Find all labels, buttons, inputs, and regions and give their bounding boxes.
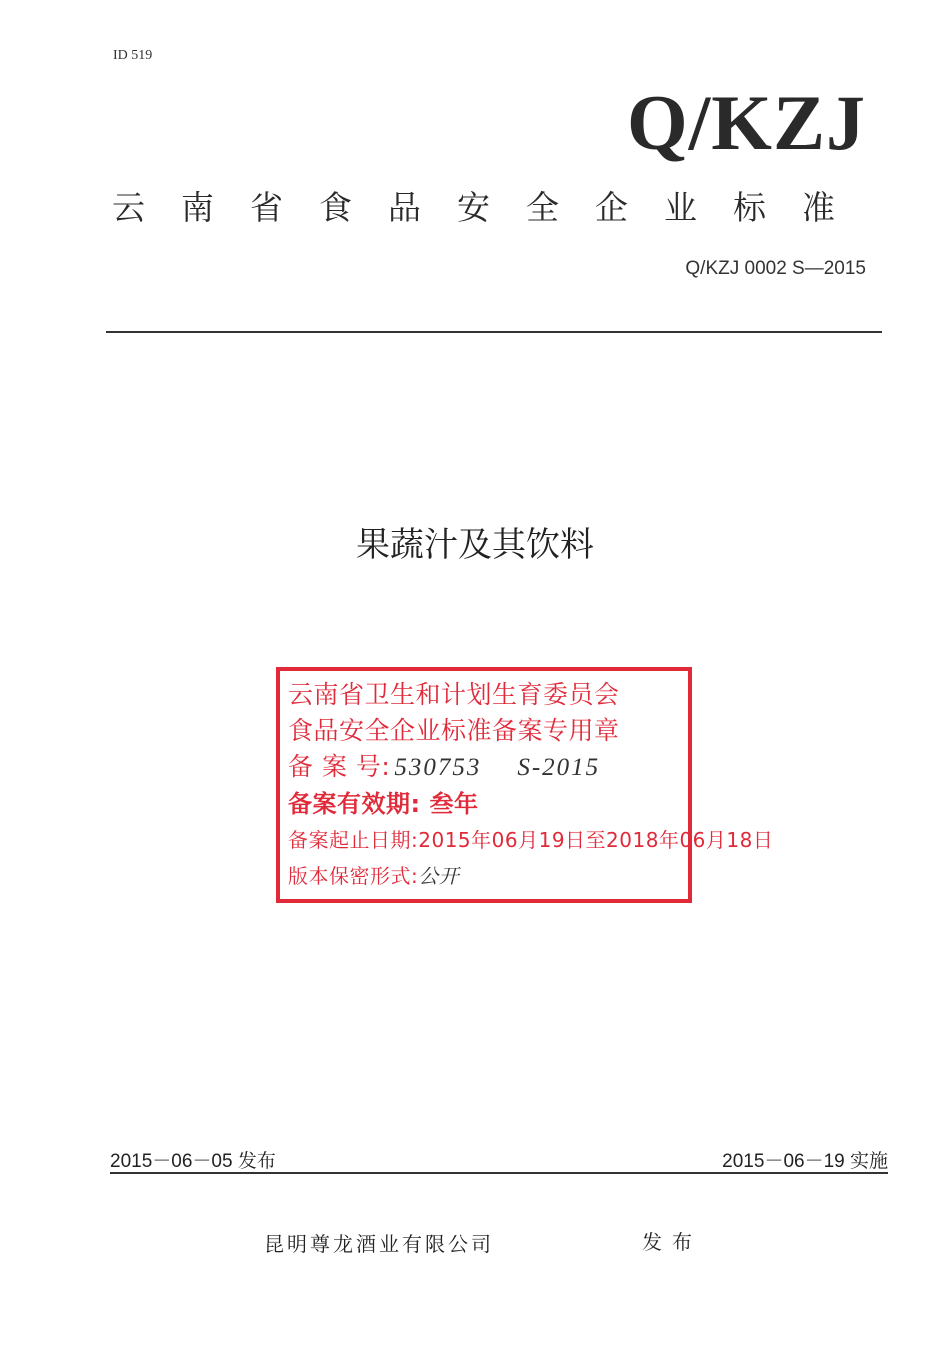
confidentiality-label: 版本保密形式: — [288, 864, 419, 888]
document-id: ID 519 — [113, 48, 153, 63]
implementation-date: 2015－06－19 实施 — [722, 1151, 888, 1172]
period-label: 备案起止日期: — [288, 828, 419, 852]
stamp-purpose-line: 食品安全企业标准备案专用章 — [288, 716, 620, 745]
footer-divider — [110, 1172, 888, 1174]
standard-code: Q/KZJ — [626, 79, 866, 166]
header-divider — [106, 331, 882, 333]
stamp-filing-number-row — [288, 749, 688, 786]
filing-number-label: 备 案 号: — [288, 752, 391, 781]
publish-label: 发布 — [642, 1230, 702, 1254]
stamp-period-row — [288, 822, 774, 858]
confidentiality-value: 公开 — [418, 866, 460, 888]
issue-date: 2015－06－05 发布 — [110, 1151, 276, 1172]
filing-stamp — [276, 667, 774, 903]
standard-number: Q/KZJ 0002 S—2015 — [685, 258, 866, 279]
filing-number-handwritten: 530753 — [394, 754, 482, 781]
filing-suffix-handwritten: S-2015 — [517, 754, 601, 781]
publisher-name: 昆明尊龙酒业有限公司 — [264, 1232, 494, 1256]
standard-category: 云南省食品安全企业标准 — [112, 188, 871, 227]
stamp-validity-line: 备案有效期: 叁年 — [288, 790, 479, 818]
document-title: 果蔬汁及其饮料 — [356, 525, 594, 565]
period-value: 2015年06月19日至2018年06月18日 — [418, 828, 774, 852]
stamp-authority-line: 云南省卫生和计划生育委员会 — [288, 680, 620, 709]
stamp-confidentiality-row — [288, 858, 688, 895]
